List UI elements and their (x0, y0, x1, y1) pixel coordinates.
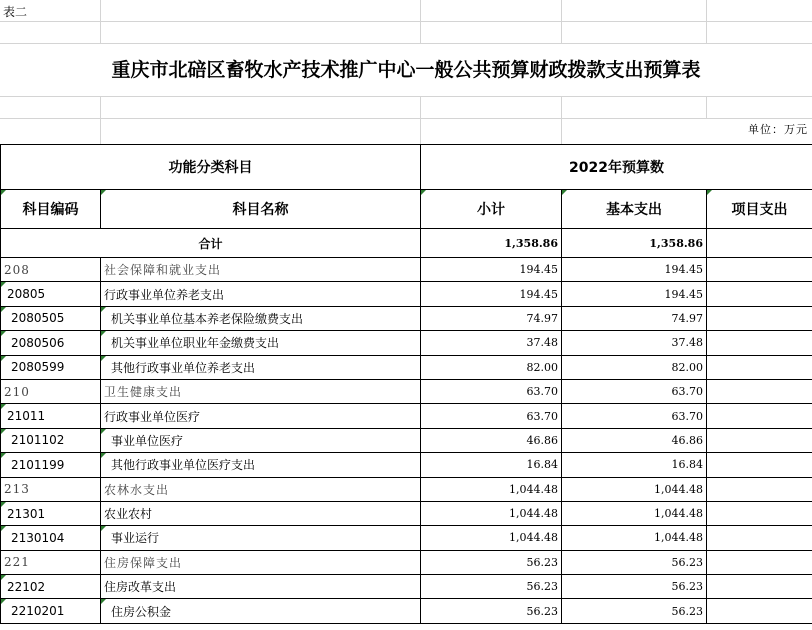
row-code: 2080599 (1, 355, 101, 379)
row-basic: 194.45 (562, 258, 707, 282)
row-subtotal: 1,044.48 (421, 526, 562, 550)
row-code: 213 (1, 477, 101, 501)
table-row (1, 404, 812, 428)
row-project (707, 526, 812, 550)
total-label: 合计 (1, 229, 421, 258)
table-row (1, 355, 812, 379)
row-name: 行政事业单位医疗 (101, 404, 421, 428)
row-basic: 56.23 (562, 575, 707, 599)
row-subtotal: 56.23 (421, 599, 562, 623)
row-name: 农业农村 (101, 501, 421, 525)
row-project (707, 379, 812, 403)
row-subtotal: 37.48 (421, 331, 562, 355)
row-subtotal: 63.70 (421, 379, 562, 403)
table-row (1, 599, 812, 623)
page-title: 重庆市北碚区畜牧水产技术推广中心一般公共预算财政拨款支出预算表 (111, 59, 701, 81)
header-func-category: 功能分类科目 (1, 145, 421, 190)
row-subtotal: 194.45 (421, 258, 562, 282)
header-basic: 基本支出 (562, 190, 707, 229)
header-project: 项目支出 (707, 190, 812, 229)
row-basic: 56.23 (562, 550, 707, 574)
row-project (707, 477, 812, 501)
row-basic: 1,044.48 (562, 477, 707, 501)
row-subtotal: 74.97 (421, 306, 562, 330)
row-project (707, 501, 812, 525)
row-name: 住房公积金 (101, 599, 421, 623)
row-basic: 63.70 (562, 404, 707, 428)
row-code: 2210201 (1, 599, 101, 623)
row-basic: 74.97 (562, 306, 707, 330)
row-basic: 82.00 (562, 355, 707, 379)
header-row-1 (1, 145, 812, 190)
row-name: 机关事业单位基本养老保险缴费支出 (101, 306, 421, 330)
table-row (1, 331, 812, 355)
row-subtotal: 56.23 (421, 575, 562, 599)
row-project (707, 258, 812, 282)
row-project (707, 306, 812, 330)
table-row (1, 258, 812, 282)
total-basic: 1,358.86 (562, 229, 707, 258)
row-subtotal: 1,044.48 (421, 501, 562, 525)
row-basic: 56.23 (562, 599, 707, 623)
row-project (707, 550, 812, 574)
header-subtotal: 小计 (421, 190, 562, 229)
table-row (1, 379, 812, 403)
row-basic: 63.70 (562, 379, 707, 403)
row-name: 事业单位医疗 (101, 428, 421, 452)
total-subtotal: 1,358.86 (421, 229, 562, 258)
row-project (707, 331, 812, 355)
table-row (1, 526, 812, 550)
row-subtotal: 1,044.48 (421, 477, 562, 501)
row-name: 住房改革支出 (101, 575, 421, 599)
row-code: 221 (1, 550, 101, 574)
row-name: 行政事业单位养老支出 (101, 282, 421, 306)
table-row (1, 550, 812, 574)
row-code: 2130104 (1, 526, 101, 550)
total-row (1, 229, 812, 258)
header-name: 科目名称 (101, 190, 421, 229)
row-code: 20805 (1, 282, 101, 306)
table-row (1, 575, 812, 599)
table-row (1, 306, 812, 330)
row-project (707, 404, 812, 428)
row-code: 2101102 (1, 428, 101, 452)
header-row-2 (1, 190, 812, 229)
row-code: 208 (1, 258, 101, 282)
row-name: 事业运行 (101, 526, 421, 550)
total-project (707, 229, 812, 258)
row-project (707, 428, 812, 452)
row-name: 住房保障支出 (101, 550, 421, 574)
row-code: 2080506 (1, 331, 101, 355)
row-subtotal: 46.86 (421, 428, 562, 452)
row-subtotal: 82.00 (421, 355, 562, 379)
row-subtotal: 56.23 (421, 550, 562, 574)
row-name: 社会保障和就业支出 (101, 258, 421, 282)
row-code: 2101199 (1, 453, 101, 477)
table-row (1, 453, 812, 477)
row-code: 2080505 (1, 306, 101, 330)
unit-label: 单位：万元 (748, 123, 808, 136)
row-code: 21011 (1, 404, 101, 428)
row-subtotal: 63.70 (421, 404, 562, 428)
table-row (1, 477, 812, 501)
sheet-label: 表二 (3, 5, 28, 19)
row-project (707, 599, 812, 623)
row-basic: 46.86 (562, 428, 707, 452)
row-name: 农林水支出 (101, 477, 421, 501)
row-basic: 1,044.48 (562, 526, 707, 550)
row-project (707, 282, 812, 306)
row-project (707, 453, 812, 477)
row-project (707, 575, 812, 599)
row-name: 卫生健康支出 (101, 379, 421, 403)
row-subtotal: 194.45 (421, 282, 562, 306)
header-budget-year: 2022年预算数 (421, 145, 812, 190)
row-name: 其他行政事业单位医疗支出 (101, 453, 421, 477)
row-project (707, 355, 812, 379)
row-code: 22102 (1, 575, 101, 599)
header-code: 科目编码 (1, 190, 101, 229)
row-basic: 16.84 (562, 453, 707, 477)
row-basic: 194.45 (562, 282, 707, 306)
row-basic: 37.48 (562, 331, 707, 355)
table-row (1, 428, 812, 452)
row-name: 其他行政事业单位养老支出 (101, 355, 421, 379)
budget-table (0, 144, 812, 624)
row-name: 机关事业单位职业年金缴费支出 (101, 331, 421, 355)
row-code: 21301 (1, 501, 101, 525)
row-basic: 1,044.48 (562, 501, 707, 525)
table-row (1, 282, 812, 306)
row-code: 210 (1, 379, 101, 403)
table-row (1, 501, 812, 525)
row-subtotal: 16.84 (421, 453, 562, 477)
